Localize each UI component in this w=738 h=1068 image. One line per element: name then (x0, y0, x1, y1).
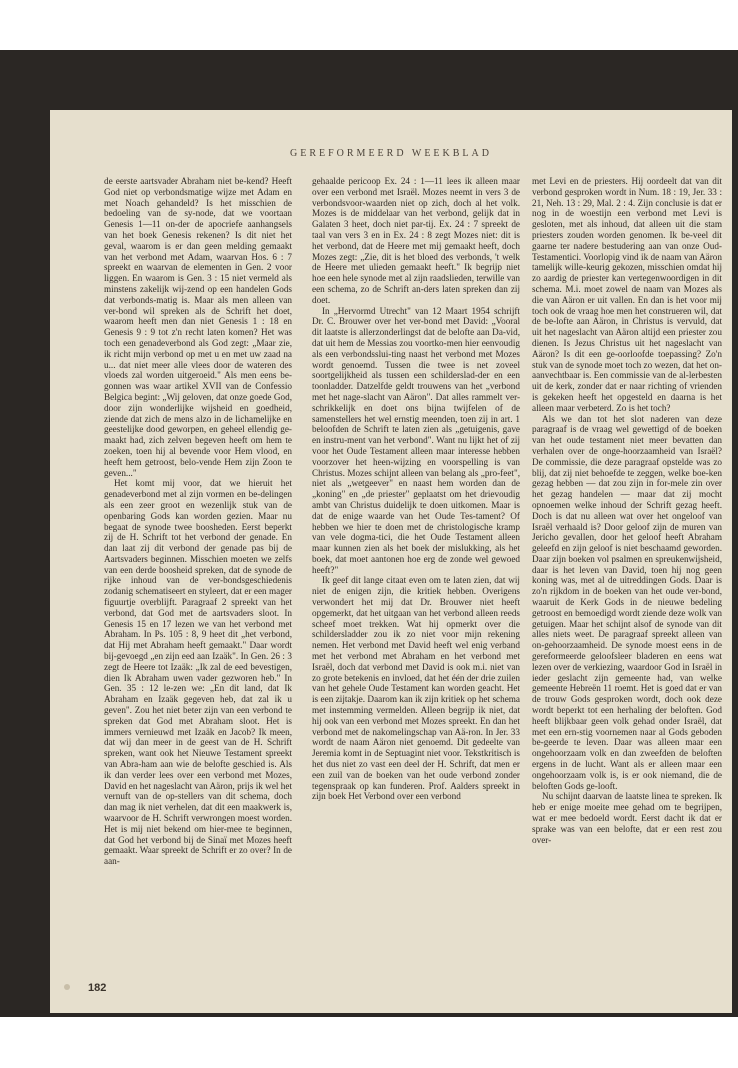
punch-hole-mark (64, 984, 70, 990)
paragraph: Het komt mij voor, dat we hieruit het genadeverbond met al zijn vormen en be-delingen als een zeer groot en wezenlijk stuk van de openbaring Gods kan worden gezien. Maar nu begaat de synode twee boosheden. Eerst beperkt zij de H. Schrift tot het verbond der genade. En dan laat zij dit verbond der genade pas bij de Aartsvaders beginnen. Misschien moeten we zelfs van een derde boosheid spreken, dat de synode de rijke inhoud van de ver-bondsgeschiedenis zodanig schematiseert en styleert, dat er een mager figuurtje overblijft. Paragraaf 2 spreekt van het verbond, dat God met de aartsvaders sloot. In Genesis 15 en 17 lezen we van het verbond met Abraham. In Ps. 105 : 8, 9 heet dit „het verbond, dat Hij met Abraham heeft gemaakt." Daar wordt bij-gevoegd „en zijn eed aan Izaäk". In Gen. 26 : 3 zegt de Heere tot Izaäk: „Ik zal de eed bevestigen, dien Ik Abraham uwen vader gezworen heb." In Gen. 35 : 12 le-zen we: „En dit land, dat Ik Abraham en Izaäk gegeven heb, dat zal ik u geven". Zou het niet beter zijn van een verbond te spreken dat God met Abraham sloot. Het is immers vernieuwd met Izaäk en Jacob? Ik meen, dat wij dan meer in de geest van de H. Schrift spreken, want ook het Nieuwe Testament spreekt van Abra-ham aan wie de belofte geschied is. Als ik dan verder lees over een verbond met Mozes, David en het nageslacht van Aäron, prijs ik wel het vernuft van de op-stellers van dit schema, doch dan mag ik niet verhelen, dat dit een maakwerk is, waarvoor de H. Schrift verwrongen moest worden. Het is mij niet bekend om hier-mee te beginnen, dat God het verbond bij de Sinaï met Mozes heeft gemaakt. Waar spreekt de Schrift er zo over? In de aan- (104, 478, 292, 867)
column-3 (532, 176, 722, 976)
magazine-page (50, 110, 732, 1013)
paragraph: Nu schijnt daarvan de laatste linea te spreken. Ik heb er enige moeite mee gehad om te begrijpen, wat er mee bedoeld wordt. Eerst dacht ik dat er sprake was van een belofte, dat er een rest zou over- (532, 791, 722, 845)
paragraph: met Levi en de priesters. Hij oordeelt dat van dit verbond gesproken wordt in Num. 18 : 19, Jer. 33 : 21, Neh. 13 : 29, Mal. 2 : 4. Zijn conclusie is dat er nog in de woestijn een verbond met Levi is gesloten, met als inhoud, dat alleen uit die stam priesters zouden worden genomen. Ik be-veel dit gaarne ter nadere bestudering aan van onze Oud-Testamentici. Voorlopig vind ik de naam van Aäron tamelijk wille-keurig gekozen, misschien omdat hij zo aardig de priester kan vertegenwoordigen in dit schema. M.i. moet zowel de naam van Mozes als die van Aäron er uit vallen. En dan is het voor mij toch ook de vraag hoe men het construeren wil, dat de be-lofte aan Aäron, in Christus is vervuld, dat uit het nageslacht van Aäron altijd een priester zou dienen. Is Jezus Christus uit het nageslacht van Aäron? Is dit een ge-oorloofde toepassing? Zo'n stuk van de synode moet toch zo wezen, dat het on-aanvechtbaar is. Een commissie van de al-lerbesten uit de kerk, zonder dat er naar richting of vrienden is gekeken heeft het opgesteld en daarna is het alleen maar verbeterd. Zo is het toch? (532, 176, 722, 413)
scan-background (0, 50, 738, 1017)
column-2 (312, 176, 520, 976)
paragraph: de eerste aartsvader Abraham niet be-kend? Heeft God niet op verbondsmatige wijze met Adam en met Noach gehandeld? Is het misschien de bedoeling van de sy-node, dat we voortaan Genesis 1—11 on-der de apocriefe aanhangsels van het boek Genesis rekenen? Is dit niet het geval, waarom is er dan geen melding gemaakt van het verbond met Adam, waarvan Hos. 6 : 7 spreekt en waarvan de elementen in Gen. 2 voor liggen. En waarom is Gen. 3 : 15 niet vermeld als minstens zakelijk wij-zend op een handelen Gods dat verbonds-matig is. Maar als men alleen van ver-bond wil spreken als de Schrift het doet, waarom heeft men dan niet Genesis 1 : 18 en Genesis 9 : 9 tot z'n recht laten komen? Het was toch een genadeverbond als God zegt: „Maar zie, ik richt mijn verbond op met u en met uw zaad na u... dat niet meer alle vlees door de wateren des vloeds zal worden uitgeroeid." Als men eens be-gonnen was waar artikel XVII van de Confessio Belgica begint: „Wij geloven, dat onze goede God, door zijn wonderlijke wijsheid en goedheid, ziende dat zich de mens alzo in de lichamelijke en geestelijke dood geworpen, en geheel ellendig ge-maakt had, zich zelven begeven heeft om hem te zoeken, toen hij al bevende voor Hem vlood, en heeft hem getroost, belo-vende Hem zijn Zoon te geven..." (104, 176, 292, 478)
page-header: GEREFORMEERD WEEKBLAD (290, 148, 492, 159)
page-number: 182 (88, 982, 107, 994)
paragraph: Ik geef dit lange citaat even om te laten zien, dat wij niet de enigen zijn, die kritiek hebben. Overigens verwondert het mij dat Dr. Brouwer niet heeft opgemerkt, dat het uitgaan van het verbond alleen reeds scheef moet trekken. Wat hij opmerkt over die schildersladder zou ik zo niet voor mijn rekening nemen. Het verbond met David heeft wel enig verband met het verbond met Abraham en het verbond met Israël, doch dat verbond met David is ook m.i. niet van zo grote betekenis en invloed, dat het één der drie zuilen van het gehele Oude Testament kan worden geacht. Het is een zijtakje. Daarom kan ik zijn kritiek op het schema met instemming vermelden. Alleen begrijp ik niet, dat hij ook van een verbond met Mozes spreekt. En dan het verbond met de nakomelingschap van Aä-ron. In Jer. 33 wordt de naam Aäron niet genoemd. Dit gedeelte van Jeremia komt in de Septuagint niet voor. Tekstkritisch is het dus niet zo vast een deel der H. Schrift, dat men er een zuil van de boeken van het oude verbond zonder tegenspraak op kan funderen. Prof. Aalders spreekt in zijn boek Het Verbond over een verbond (312, 575, 520, 802)
paragraph: gehaalde pericoop Ex. 24 : 1—11 lees ik alleen maar over een verbond met Israël. Mozes neemt in vers 3 de verbondsvoor-waarden niet op zich, doch al het volk. Mozes is de middelaar van het verbond, gelijk dat in Galaten 3 heet, doch niet par-tij. Ex. 24 : 7 spreekt de taal van vers 3 en in Ex. 24 : 8 zegt Mozes niet: dit is het verbond, dat de Heere met mij gemaakt heeft, doch Mozes zegt: „Zie, dit is het bloed des verbonds, 't welk de Heere met ulieden gemaakt heeft." Ik begrijp niet hoe een hele synode met al zijn raadslieden, terwille van een schema, zo de Schrift an-ders laten spreken dan zij doet. (312, 176, 520, 305)
column-1 (104, 176, 292, 976)
paragraph: In „Hervormd Utrecht" van 12 Maart 1954 schrijft Dr. C. Brouwer over het ver-bond met David: „Vooral dit laatste is allerzonderlingst dat de belofte aan Da-vid, dat uit hem de Messias zou voortko-men hier eenvoudig als een verbondsslui-ting naast het verbond met Mozes wordt genoemd. Tussen die twee is net zoveel soortgelijkheid als tussen een schilderslad-der en een toonladder. Datzelfde geldt trouwens van het „verbond met het nage-slacht van Aäron". Dat alles rammelt ver-schrikkelijk en doet ons bijna twijfelen of de samenstellers het wel ernstig meenden, toen zij in art. 1 beloofden de Schrift te laten zien als „getuigenis, gave en instru-ment van het verbond". Want nu lijkt het of zij voor het Oude Testament alleen maar interesse hebben voorzover het heen-wijzing en voorspelling is van Christus. Mozes schijnt alleen van belang als „pro-feet", niet als „wetgeever" en naast hem worden dan de „koning" en „de priester" geplaatst om het drievoudig ambt van Christus duidelijk te doen uitkomen. Maar is dat de enige waarde van het Oude Tes-tament? Of hebben we hier te doen met de christologische kramp van vele dogma-tici, die het Oude Testament alleen maar kunnen zien als het boek der mislukking, als het boek, dat moet aantonen hoe erg de zonde wel gewoed heeft?" (312, 305, 520, 575)
paragraph: Als we dan tot het slot naderen van deze paragraaf is de vraag wel gewettigd of de boeken van het oude testament niet meer bevatten dan verhalen over de onge-hoorzaamheid van Israël? De commissie, die deze paragraaf opstelde was zo blij, dat zij niet behoefde te zeggen, welke boe-ken gezag hebben — dat zou zijn in for-mele zin over het gezag handelen — maar dat zij mocht opnoemen welke inhoud der Schrift gezag heeft. Doch is dat nu alleen wat over het ongeloof van Israël verhaald is? Door geloof zijn de muren van Jericho gevallen, door het geloof heeft Abraham geleefd en zijn geloof is niet beschaamd geworden. Daar zijn boeken vol psalmen en spreukenwijsheid, daar is het leven van David, toen hij nog geen koning was, met al de uitreddingen Gods. Daar is zo'n rijkdom in de boeken van het oude ver-bond, waaruit de Kerk Gods in de nieuwe bedeling getroost en bemoedigd wordt ziende deze wolk van getuigen. Maar het schijnt alsof de synode van dit alles niets weet. De paragraaf spreekt alleen van on-gehoorzaamheid. De synode moest eens in de gereformeerde geloofsleer bladeren en eens wat lezen over de verkiezing, waardoor God in Israël in ieder geslacht zijn gemeente had, van welke gemeente Hebreën 11 roemt. Het is goed dat er van de trouw Gods gesproken wordt, doch ook deze wordt beperkt tot een herhaling der beloften. God heeft blijkbaar geen volk gehad onder Israël, dat met een ern-stig voornemen naar al Gods geboden be-geerde te leven. Daar was alleen maar een ongehoorzaam volk en dan zweefden de beloften ergens in de lucht. Want als er alleen maar een ongehoorzaam volk is, is er ook niemand, die de beloften Gods ge-looft. (532, 413, 722, 791)
